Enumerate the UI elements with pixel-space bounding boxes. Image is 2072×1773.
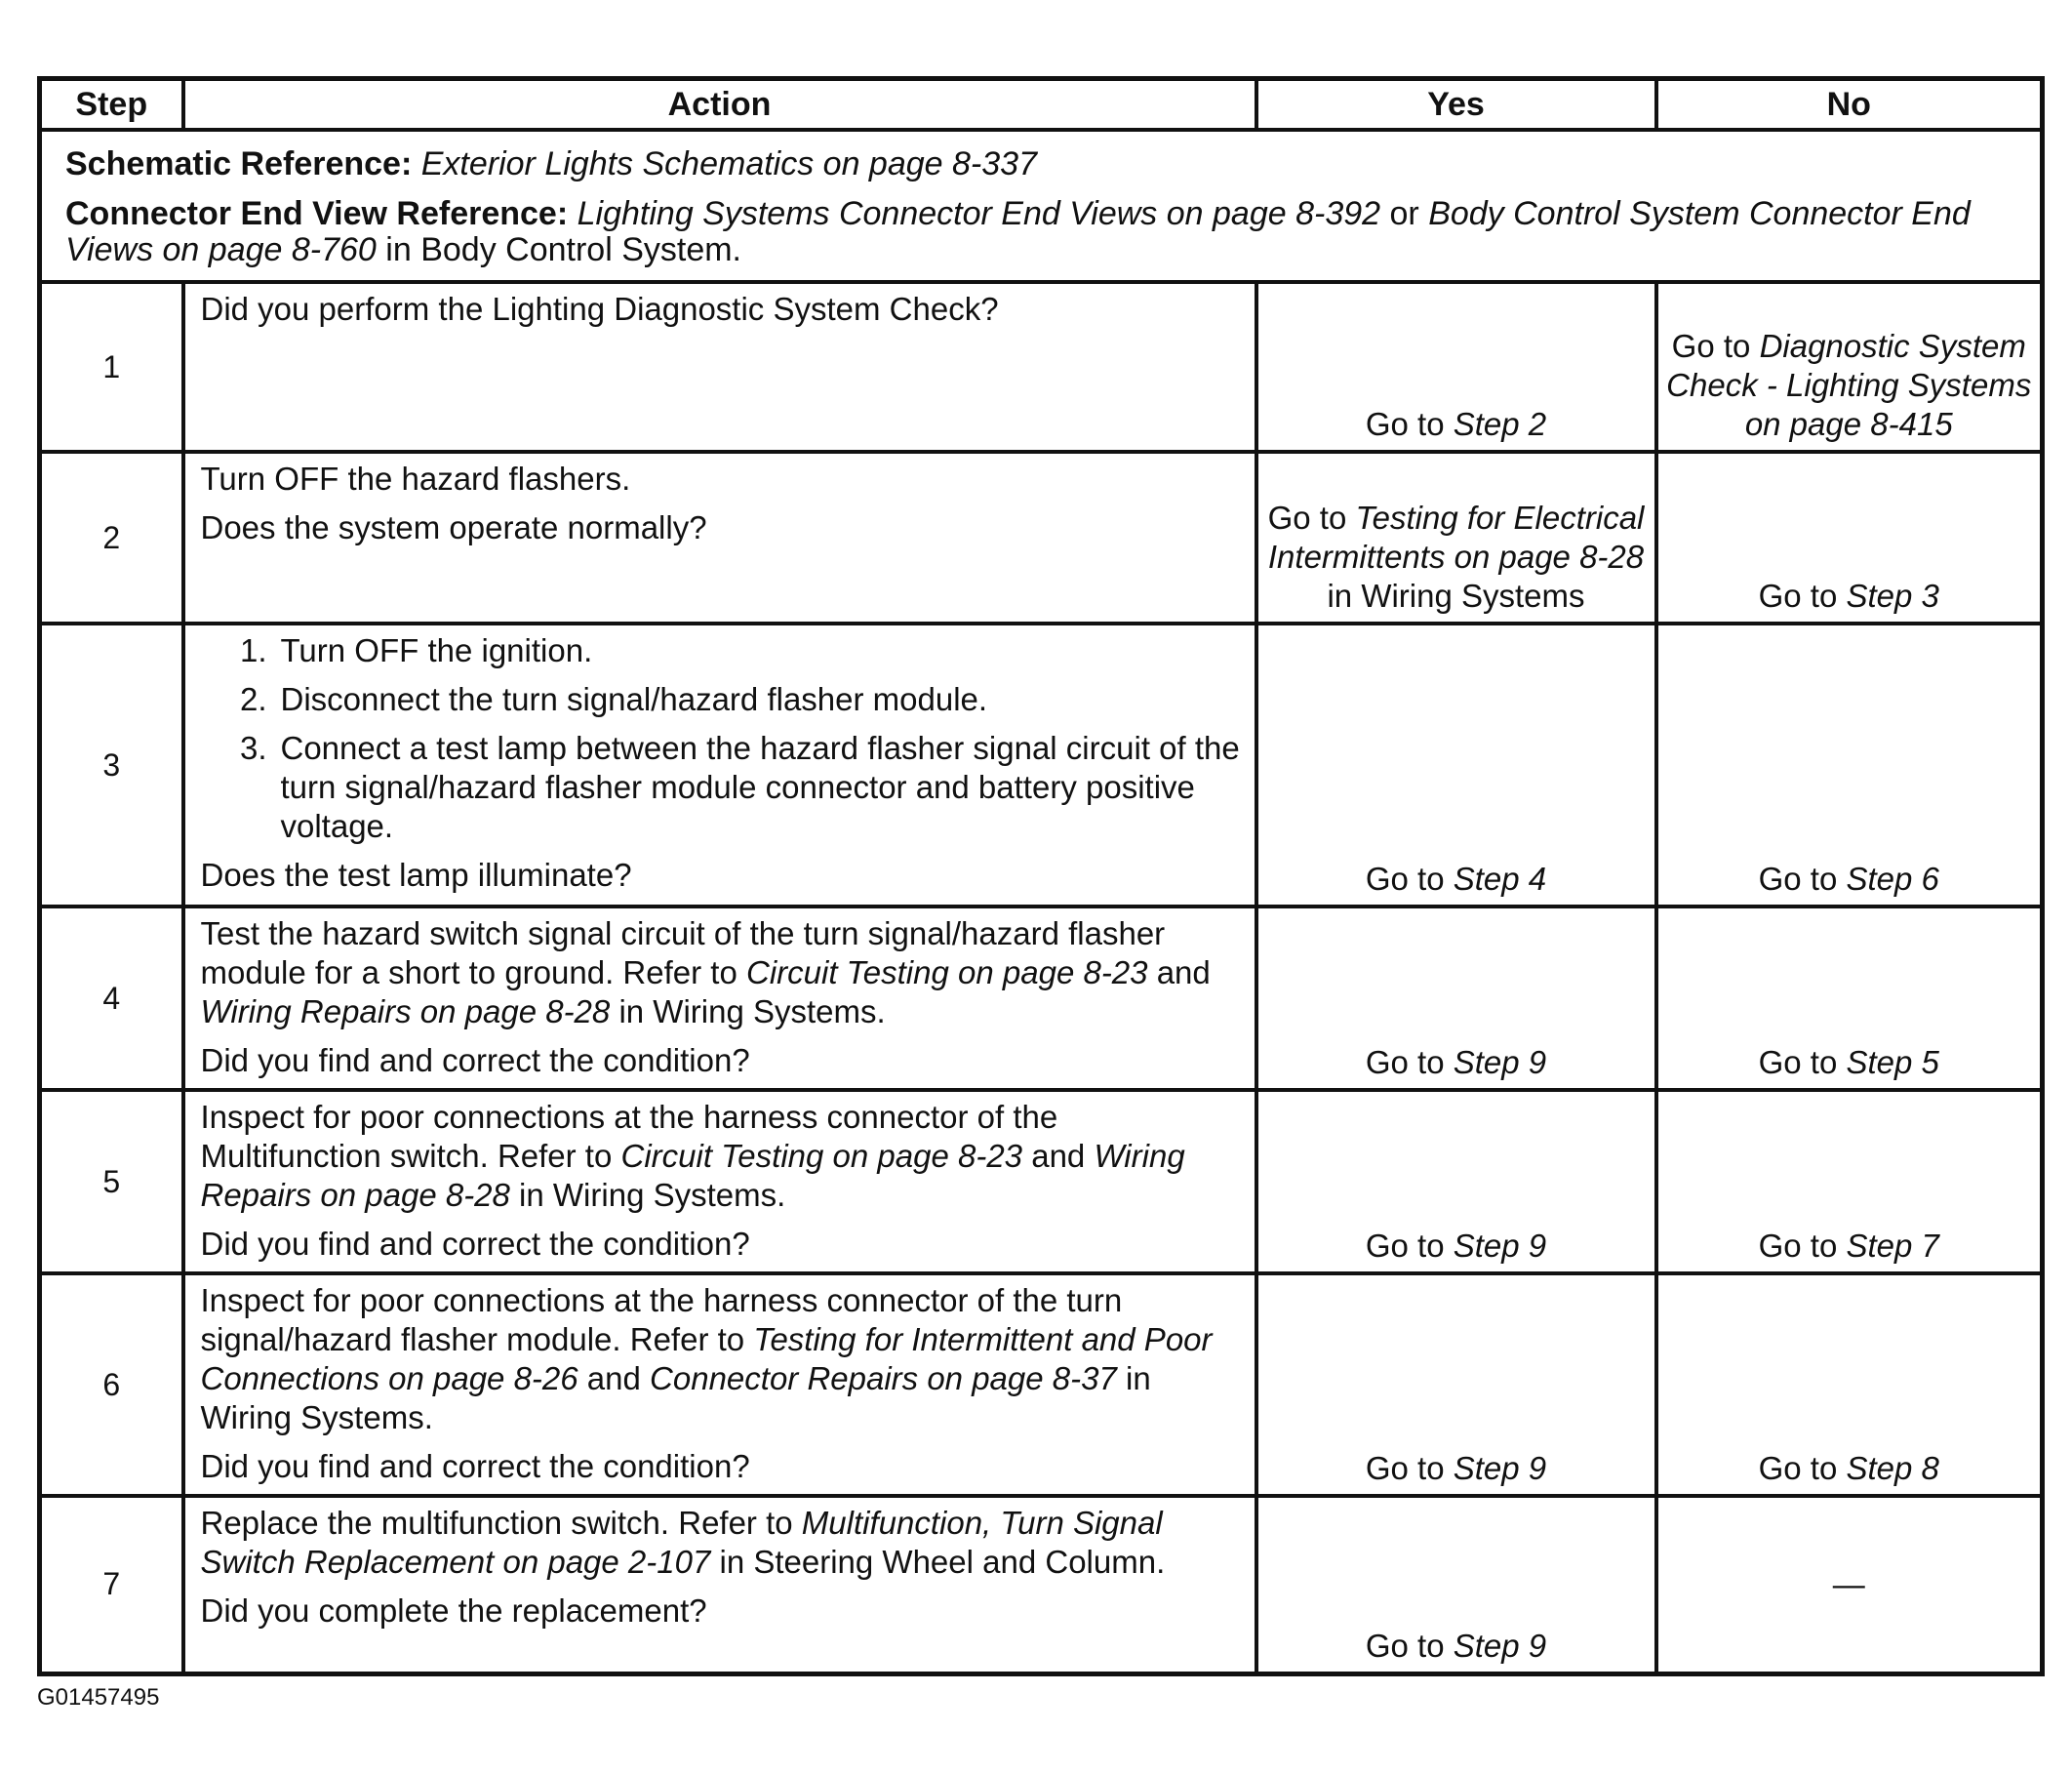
action-question: Did you complete the replacement? bbox=[200, 1592, 707, 1629]
action-steps-list bbox=[201, 631, 1241, 846]
yes-cell: Go to Testing for Electrical Intermittents on page 8-28 in Wiring Systems bbox=[1256, 452, 1656, 624]
figure-id: G01457495 bbox=[37, 1684, 160, 1711]
yes-link[interactable]: Testing for Electrical Intermittents on page 8-28 bbox=[1267, 500, 1645, 575]
yes-link[interactable]: Step 2 bbox=[1453, 406, 1547, 442]
reference-link[interactable]: Testing for Intermittent and Poor Connections on page 8-26 bbox=[200, 1321, 1213, 1396]
connector-reference-link-1[interactable]: Lighting Systems Connector End Views on page 8-392 bbox=[577, 194, 1381, 232]
reference-link[interactable]: Multifunction, Turn Signal Switch Replacement on page 2-107 bbox=[200, 1505, 1163, 1580]
yes-cell: Go to Step 9 bbox=[1256, 1090, 1656, 1273]
yes-link[interactable]: Step 9 bbox=[1453, 1044, 1547, 1080]
action-text: Test the hazard switch signal circuit of the turn signal/hazard flasher module for a short to ground. Refer to Circuit Testing on page 8-23 and Wiring Repairs on page 8-28 in Wiring Systems. bbox=[200, 915, 1211, 1029]
no-cell: Go to Diagnostic System Check - Lighting Systems on page 8-415 bbox=[1656, 282, 2043, 452]
action-text: Inspect for poor connections at the harness connector of the Multifunction switch. Refer to Circuit Testing on page 8-23 and Wiring Repairs on page 8-28 in Wiring Systems. bbox=[200, 1099, 1185, 1213]
action-text: Inspect for poor connections at the harness connector of the turn signal/hazard flasher module. Refer to Testing for Intermittent and Poor Connections on page 8-26 and Connector Repairs on page 8-37 in Wiring Systems. bbox=[200, 1282, 1213, 1435]
yes-cell: Go to Step 2 bbox=[1256, 282, 1656, 452]
step-number: 3 bbox=[40, 624, 183, 907]
list-item: 1. Turn OFF the ignition. bbox=[239, 632, 593, 668]
no-cell: Go to Step 7 bbox=[1656, 1090, 2043, 1273]
action-cell bbox=[183, 907, 1256, 1090]
action-cell bbox=[183, 1090, 1256, 1273]
header-step: Step bbox=[40, 79, 183, 131]
action-question: Does the test lamp illuminate? bbox=[200, 857, 632, 893]
no-link[interactable]: Step 3 bbox=[1846, 578, 1939, 614]
no-link[interactable]: Step 6 bbox=[1846, 861, 1939, 897]
list-item: 3. Connect a test lamp between the hazard flasher signal circuit of the turn signal/hazard flasher module connector and battery positive voltage. bbox=[239, 730, 1240, 844]
step-number: 2 bbox=[40, 452, 183, 624]
header-action: Action bbox=[183, 79, 1256, 131]
header-row bbox=[40, 79, 2043, 131]
yes-cell: Go to Step 9 bbox=[1256, 1496, 1656, 1673]
yes-link[interactable]: Step 9 bbox=[1453, 1627, 1547, 1664]
no-cell: Go to Step 3 bbox=[1656, 452, 2043, 624]
table-row bbox=[40, 282, 2043, 452]
reference-link[interactable]: Circuit Testing on page 8-23 bbox=[620, 1138, 1023, 1174]
yes-link[interactable]: Step 4 bbox=[1453, 861, 1547, 897]
no-link[interactable]: Step 8 bbox=[1846, 1450, 1939, 1486]
connector-reference-link-2[interactable]: Body Control System Connector End Views on page 8-760 bbox=[65, 194, 1971, 268]
no-link[interactable]: Diagnostic System Check - Lighting Systems on page 8-415 bbox=[1666, 328, 2032, 442]
header-yes: Yes bbox=[1256, 79, 1656, 131]
header-no: No bbox=[1656, 79, 2043, 131]
no-cell bbox=[1656, 1496, 2043, 1673]
yes-link[interactable]: Step 9 bbox=[1453, 1450, 1547, 1486]
action-cell bbox=[183, 624, 1256, 907]
action-cell bbox=[183, 282, 1256, 452]
diagnostic-table bbox=[37, 76, 2045, 1676]
yes-link[interactable]: Step 9 bbox=[1453, 1228, 1547, 1264]
reference-link[interactable]: Wiring Repairs on page 8-28 bbox=[200, 993, 611, 1029]
reference-cell bbox=[40, 130, 2043, 282]
action-question: Did you find and correct the condition? bbox=[200, 1448, 750, 1484]
step-number: 5 bbox=[40, 1090, 183, 1273]
reference-link[interactable]: Connector Repairs on page 8-37 bbox=[650, 1360, 1117, 1396]
step-number: 1 bbox=[40, 282, 183, 452]
yes-cell: Go to Step 9 bbox=[1256, 1273, 1656, 1496]
table-row bbox=[40, 1496, 2043, 1673]
no-action-dash: — bbox=[1832, 1565, 1865, 1602]
action-question: Did you find and correct the condition? bbox=[200, 1042, 750, 1078]
step-number: 4 bbox=[40, 907, 183, 1090]
action-question: Did you find and correct the condition? bbox=[200, 1226, 750, 1262]
table-row bbox=[40, 907, 2043, 1090]
step-number: 7 bbox=[40, 1496, 183, 1673]
no-link[interactable]: Step 7 bbox=[1846, 1228, 1939, 1264]
action-cell bbox=[183, 1496, 1256, 1673]
step-number: 6 bbox=[40, 1273, 183, 1496]
table-row bbox=[40, 452, 2043, 624]
list-item: 2. Disconnect the turn signal/hazard flasher module. bbox=[239, 681, 988, 717]
no-cell: Go to Step 6 bbox=[1656, 624, 2043, 907]
action-question: Does the system operate normally? bbox=[200, 509, 707, 545]
reference-row bbox=[40, 130, 2043, 282]
action-text: Replace the multifunction switch. Refer to Multifunction, Turn Signal Switch Replacement on page 2-107 in Steering Wheel and Column. bbox=[200, 1505, 1166, 1580]
yes-cell: Go to Step 4 bbox=[1256, 624, 1656, 907]
reference-link[interactable]: Wiring Repairs on page 8-28 bbox=[200, 1138, 1185, 1213]
table-row bbox=[40, 1273, 2043, 1496]
reference-link[interactable]: Circuit Testing on page 8-23 bbox=[745, 954, 1148, 990]
action-text: Turn OFF the hazard flashers. bbox=[200, 461, 631, 497]
schematic-reference: Schematic Reference: Exterior Lights Schematics on page 8-337 bbox=[65, 144, 1037, 182]
action-cell bbox=[183, 452, 1256, 624]
action-cell bbox=[183, 1273, 1256, 1496]
action-question: Did you perform the Lighting Diagnostic System Check? bbox=[200, 291, 999, 327]
schematic-reference-link[interactable]: Exterior Lights Schematics on page 8-337 bbox=[420, 144, 1037, 182]
no-cell: Go to Step 8 bbox=[1656, 1273, 2043, 1496]
no-cell: Go to Step 5 bbox=[1656, 907, 2043, 1090]
connector-reference: Connector End View Reference: Lighting Systems Connector End Views on page 8-392 or Body Control System Connector End Views on page 8-760 in Body Control System. bbox=[65, 194, 1971, 268]
table-row bbox=[40, 624, 2043, 907]
no-link[interactable]: Step 5 bbox=[1846, 1044, 1939, 1080]
yes-cell: Go to Step 9 bbox=[1256, 907, 1656, 1090]
table-row bbox=[40, 1090, 2043, 1273]
